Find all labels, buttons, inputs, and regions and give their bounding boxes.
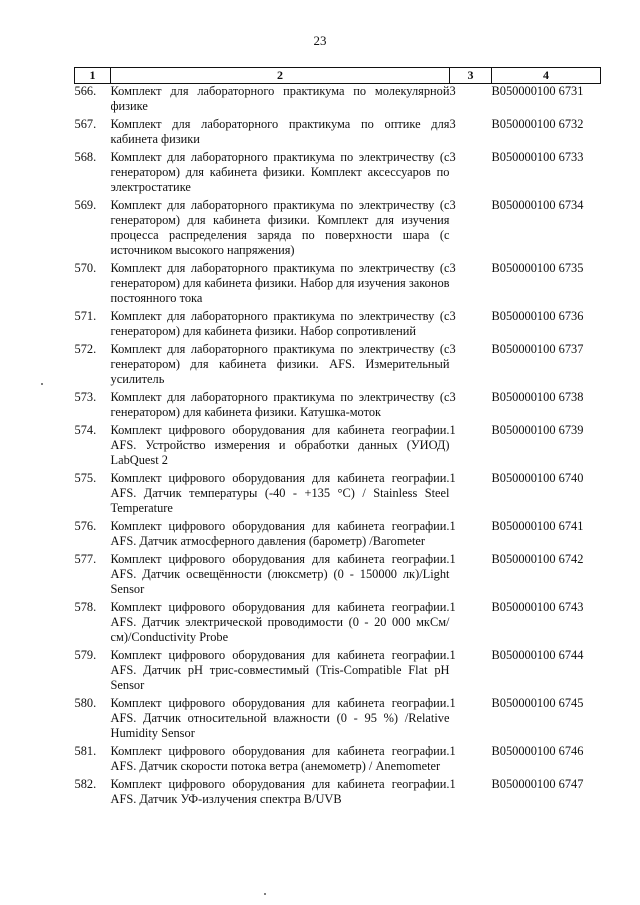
item-code: B050000100 6735	[491, 261, 584, 275]
item-code: B050000100 6740	[491, 471, 584, 485]
item-name: Комплект для лабораторного практикума по молекулярной физике	[110, 84, 450, 113]
row-number: 570.	[74, 261, 97, 275]
table-row	[75, 648, 601, 696]
table-row	[75, 117, 601, 150]
item-name: Комплект цифрового оборудования для кабинета географии. AFS. Датчик относительной влажности (0 - 95 %) /Relative Humidity Sensor	[110, 696, 450, 740]
item-quantity: 3	[449, 150, 456, 164]
item-quantity: 3	[449, 198, 456, 212]
equipment-table	[74, 67, 601, 810]
item-code: B050000100 6745	[491, 696, 584, 710]
scan-speck	[264, 893, 266, 895]
table-row	[75, 696, 601, 744]
item-quantity: 3	[449, 117, 456, 131]
item-quantity: 3	[449, 342, 456, 356]
item-quantity: 1	[449, 648, 456, 662]
item-quantity: 1	[449, 552, 456, 566]
item-code: B050000100 6741	[491, 519, 584, 533]
item-name: Комплект для лабораторного практикума по электричеству (с генератором) для кабинета физики. Комплект для изучения процесса распределения заряда по поверхности шара (с источником высокого напряжения)	[110, 198, 450, 257]
item-quantity: 1	[449, 423, 456, 437]
row-number: 566.	[74, 84, 97, 98]
item-name: Комплект цифрового оборудования для кабинета географии. AFS. Устройство измерения и обработки данных (УИОД) LabQuest 2	[110, 423, 450, 467]
table-row	[75, 600, 601, 648]
item-name: Комплект цифрового оборудования для кабинета географии. AFS. Датчик освещённости (люксметр) (0 - 150000 лк)/Light Sensor	[110, 552, 450, 596]
row-number: 572.	[74, 342, 97, 356]
table-row	[75, 150, 601, 198]
row-number: 567.	[74, 117, 97, 131]
row-number: 577.	[74, 552, 97, 566]
item-name: Комплект для лабораторного практикума по оптике для кабинета физики	[110, 117, 450, 146]
table-body	[75, 84, 601, 811]
table-row	[75, 777, 601, 810]
table-row	[75, 342, 601, 390]
item-name: Комплект для лабораторного практикума по электричеству (с генератором) для кабинета физики. Набор для изучения законов постоянного тока	[110, 261, 450, 305]
item-quantity: 3	[449, 261, 456, 275]
item-code: B050000100 6746	[491, 744, 584, 758]
row-number: 568.	[74, 150, 97, 164]
item-quantity: 1	[449, 600, 456, 614]
item-code: B050000100 6731	[491, 84, 584, 98]
table-row	[75, 309, 601, 342]
table-row	[75, 423, 601, 471]
table-row	[75, 390, 601, 423]
item-code: B050000100 6739	[491, 423, 584, 437]
item-code: B050000100 6742	[491, 552, 584, 566]
page-number: 23	[313, 33, 327, 48]
item-quantity: 1	[449, 777, 456, 791]
table-row	[75, 198, 601, 261]
row-number: 581.	[74, 744, 97, 758]
item-quantity: 1	[449, 471, 456, 485]
item-quantity: 1	[449, 744, 456, 758]
item-name: Комплект для лабораторного практикума по электричеству (с генератором) для кабинета физики. Катушка-моток	[110, 390, 450, 419]
row-number: 571.	[74, 309, 97, 323]
item-code: B050000100 6734	[491, 198, 584, 212]
item-code: B050000100 6732	[491, 117, 584, 131]
item-code: B050000100 6737	[491, 342, 584, 356]
item-quantity: 1	[449, 696, 456, 710]
table-row	[75, 84, 601, 118]
scan-speck	[41, 383, 43, 385]
column-header-1: 1	[75, 68, 111, 84]
item-code: B050000100 6733	[491, 150, 584, 164]
column-header-3: 3	[450, 68, 492, 84]
item-quantity: 3	[449, 390, 456, 404]
row-number: 578.	[74, 600, 97, 614]
item-name: Комплект цифрового оборудования для кабинета географии. AFS. Датчик скорости потока ветра (анемометр) / Anemometer	[110, 744, 450, 773]
item-quantity: 1	[449, 519, 456, 533]
column-header-4: 4	[492, 68, 601, 84]
table-row	[75, 519, 601, 552]
item-name: Комплект для лабораторного практикума по электричеству (с генератором) для кабинета физики. AFS. Измерительный усилитель	[110, 342, 450, 386]
item-name: Комплект для лабораторного практикума по электричеству (с генератором) для кабинета физики. Комплект аксессуаров по электростатике	[110, 150, 450, 194]
table-header	[75, 68, 601, 84]
table-row	[75, 261, 601, 309]
item-code: B050000100 6738	[491, 390, 584, 404]
row-number: 575.	[74, 471, 97, 485]
item-name: Комплект для лабораторного практикума по электричеству (с генератором) для кабинета физики. Набор сопротивлений	[110, 309, 450, 338]
item-quantity: 3	[449, 309, 456, 323]
row-number: 582.	[74, 777, 97, 791]
item-code: B050000100 6743	[491, 600, 584, 614]
item-name: Комплект цифрового оборудования для кабинета географии. AFS. Датчик электрической проводимости (0 - 20 000 мкСм/см)/Conductivity Probe	[110, 600, 450, 644]
row-number: 576.	[74, 519, 97, 533]
item-quantity: 3	[449, 84, 456, 98]
row-number: 573.	[74, 390, 97, 404]
row-number: 569.	[74, 198, 97, 212]
item-code: B050000100 6744	[491, 648, 584, 662]
table-row	[75, 744, 601, 777]
table-row	[75, 552, 601, 600]
item-name: Комплект цифрового оборудования для кабинета географии. AFS. Датчик температуры (-40 - +135 °C) / Stainless Steel Temperature	[110, 471, 450, 515]
table-row	[75, 471, 601, 519]
item-name: Комплект цифрового оборудования для кабинета географии. AFS. Датчик pH трис-совместимый (Tris-Compatible Flat pH Sensor	[110, 648, 450, 692]
row-number: 579.	[74, 648, 97, 662]
item-name: Комплект цифрового оборудования для кабинета географии. AFS. Датчик УФ-излучения спектра B/UVB	[110, 777, 450, 806]
row-number: 580.	[74, 696, 97, 710]
item-code: B050000100 6736	[491, 309, 584, 323]
row-number: 574.	[74, 423, 97, 437]
column-header-2: 2	[111, 68, 450, 84]
item-code: B050000100 6747	[491, 777, 584, 791]
item-name: Комплект цифрового оборудования для кабинета географии. AFS. Датчик атмосферного давления (барометр) /Barometer	[110, 519, 450, 548]
